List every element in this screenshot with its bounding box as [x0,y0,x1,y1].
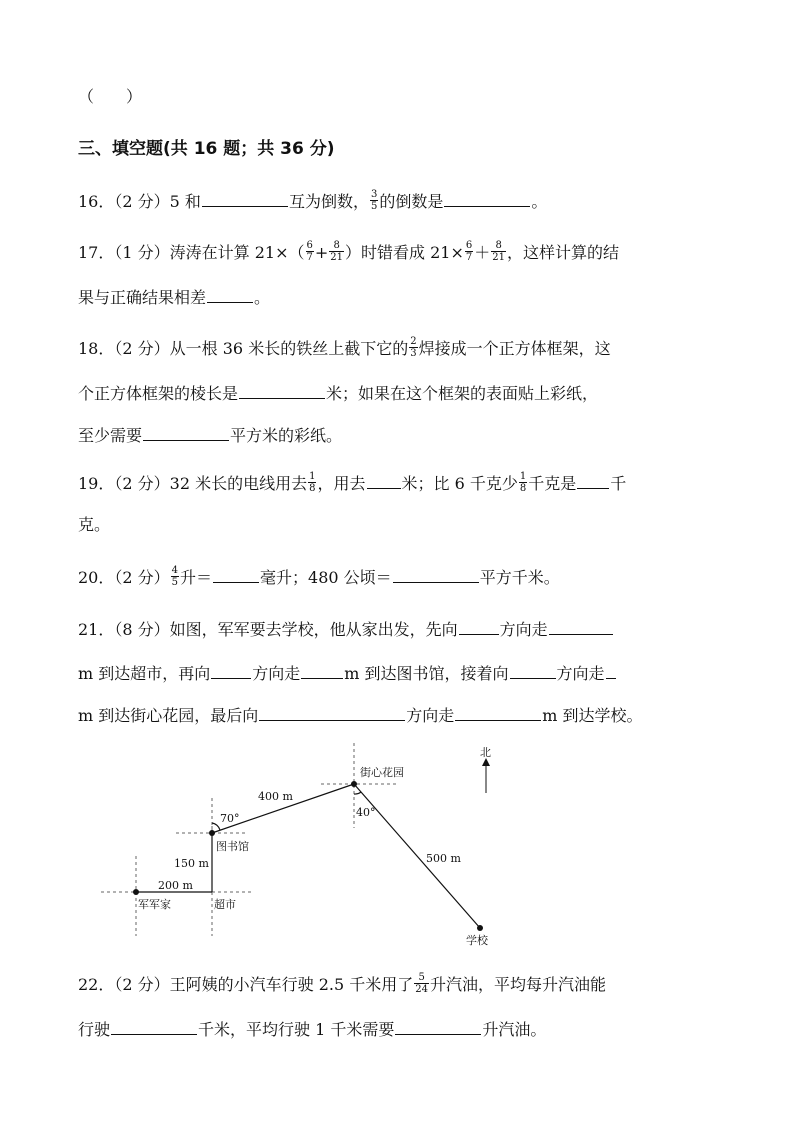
q19-fraction-2: $\frac{1}{8}$ [519,471,527,494]
distance-market-library: 150 m [174,857,209,870]
q16-text: 互为倒数， [288,192,369,211]
q21-text: m 到达超市，再向 [78,664,211,683]
label-school: 学校 [466,934,488,947]
q21-blank-4[interactable] [301,662,343,679]
q17-plus: ＋ [474,243,491,262]
q21-text: 方向走 [252,664,301,683]
q18-text: 至少需要 [78,426,143,445]
question-16 [78,190,547,214]
question-19-line-2 [78,514,110,536]
angle-arc-garden [354,792,361,794]
q19-fraction-1: $\frac{1}{8}$ [309,471,316,494]
q21-number: 21． [78,620,115,639]
q17-blank[interactable] [207,286,253,303]
q19-text: 米；比 6 千克少 [401,474,518,493]
q16-fraction: $\frac{3}{5}$ [370,189,378,212]
distance-library-garden: 400 m [258,790,293,803]
point-library [209,830,215,836]
q21-text: 方向走 [556,664,605,683]
question-18-line-1 [78,338,611,361]
q20-blank-2[interactable] [393,566,479,583]
q17-text: 。 [254,288,271,307]
q22-fraction: $\frac{5}{24}$ [415,972,429,995]
q21-blank-7[interactable] [259,704,405,721]
q20-text: 升＝ [180,568,213,587]
q21-text: m 到达学校。 [542,706,643,725]
north-arrow-icon [482,758,490,793]
q21-blank-8[interactable] [455,704,541,721]
q22-number: 22． [78,975,115,994]
q18-text: 平方米的彩纸。 [230,426,343,445]
q17-fraction-2: $\frac{8}{21}$ [330,240,344,263]
distance-garden-school: 500 m [426,852,461,865]
question-18-line-2 [78,382,598,405]
q22-blank-2[interactable] [395,1018,481,1035]
q20-text: 毫升；480 公顷＝ [260,568,392,587]
question-20 [78,566,560,590]
section-title: 三、填空题(共 16 题；共 36 分) [78,139,335,159]
q18-blank-1[interactable] [239,382,325,399]
q17-text: 果与正确结果相差 [78,288,207,307]
q18-text: 个正方体框架的棱长是 [78,384,239,403]
q16-blank-2[interactable] [444,190,530,207]
q21-text: 方向走 [499,620,548,639]
q22-text: 王阿姨的小汽车行驶 2.5 千米用了 [169,975,414,994]
q17-fraction-1: $\frac{6}{7}$ [306,240,313,263]
q21-score: （8 分） [114,620,170,639]
label-library: 图书馆 [216,840,249,853]
question-19-line-1 [78,472,626,496]
q20-blank-1[interactable] [213,566,259,583]
q18-text: 从一根 36 米长的铁丝上截下它的 [169,339,409,358]
q22-blank-1[interactable] [111,1018,197,1035]
angle-library-label: 70° [220,812,240,825]
q21-blank-3[interactable] [211,662,251,679]
point-home [133,889,139,895]
q21-blank-6[interactable] [606,662,616,679]
q21-text: m 到达街心花园，最后向 [78,706,259,725]
q19-blank-1[interactable] [367,472,401,489]
q20-score: （2 分） [114,568,170,587]
q17-score: （1 分） [114,243,170,262]
q21-blank-2[interactable] [549,618,613,635]
q21-text: 如图，军军要去学校，他从家出发，先向 [169,620,458,639]
q21-text: m 到达图书馆，接着向 [344,664,509,683]
q19-number: 19． [78,474,115,493]
q20-number: 20． [78,568,115,587]
q22-text: 升汽油，平均每升汽油能 [430,975,607,994]
q17-fraction-3: $\frac{6}{7}$ [465,240,473,263]
q16-blank-1[interactable] [202,190,288,207]
angle-arc-library [212,823,220,830]
q16-number: 16． [78,192,115,211]
label-garden: 街心花园 [360,766,404,779]
q19-text: 千 [610,474,627,493]
q22-text: 千米，平均行驶 1 千米需要 [198,1020,395,1039]
q19-score: （2 分） [114,474,170,493]
q21-text: 方向走 [406,706,455,725]
q20-text: 平方千米。 [479,568,560,587]
q19-blank-2[interactable] [577,472,609,489]
angle-garden-label: 40° [356,806,376,819]
route-map-diagram [96,738,516,953]
q18-text: 米；如果在这个框架的表面贴上彩纸， [326,384,599,403]
q21-blank-1[interactable] [459,618,499,635]
q19-text: 千克是 [528,474,577,493]
q16-score: （2 分） [114,192,170,211]
q19-text: ，用去 [317,474,366,493]
question-21-line-3 [78,704,643,727]
point-garden [351,781,357,787]
question-17-line-1 [78,242,619,265]
q17-text: 涛涛在计算 21×（ [169,243,305,262]
q16-text: 5 和 [169,192,201,211]
question-21-line-2 [78,662,617,685]
q16-text: 的倒数是 [379,192,444,211]
top-answer-paren: （ ） [78,87,143,106]
point-school [477,925,483,931]
q19-text: 32 米长的电线用去 [169,474,308,493]
q22-text: 行驶 [78,1020,111,1039]
question-17-line-2 [78,286,270,309]
q17-text: ）时错看成 21× [345,243,464,262]
q18-text: 焊接成一个正方体框架，这 [418,339,611,358]
question-22-line-1 [78,974,606,997]
question-21-line-1 [78,618,614,641]
q17-plus: + [314,243,329,262]
q22-text: 升汽油。 [482,1020,547,1039]
question-22-line-2 [78,1018,546,1041]
north-label: 北 [480,746,491,759]
label-home: 军军家 [138,898,171,911]
q20-fraction: $\frac{4}{5}$ [171,565,179,588]
q18-score: （2 分） [114,339,170,358]
q19-text: 克。 [78,515,111,534]
q18-number: 18． [78,339,115,358]
question-18-line-3 [78,424,342,447]
q22-score: （2 分） [114,975,170,994]
q21-blank-5[interactable] [510,662,556,679]
label-market: 超市 [214,898,236,911]
q16-text: 。 [531,192,548,211]
q17-text: ，这样计算的结 [507,243,620,262]
distance-home-market: 200 m [158,879,193,892]
q17-number: 17． [78,243,115,262]
q17-fraction-4: $\frac{8}{21}$ [492,240,506,263]
q18-fraction: $\frac{2}{3}$ [410,336,417,359]
q18-blank-2[interactable] [143,424,229,441]
